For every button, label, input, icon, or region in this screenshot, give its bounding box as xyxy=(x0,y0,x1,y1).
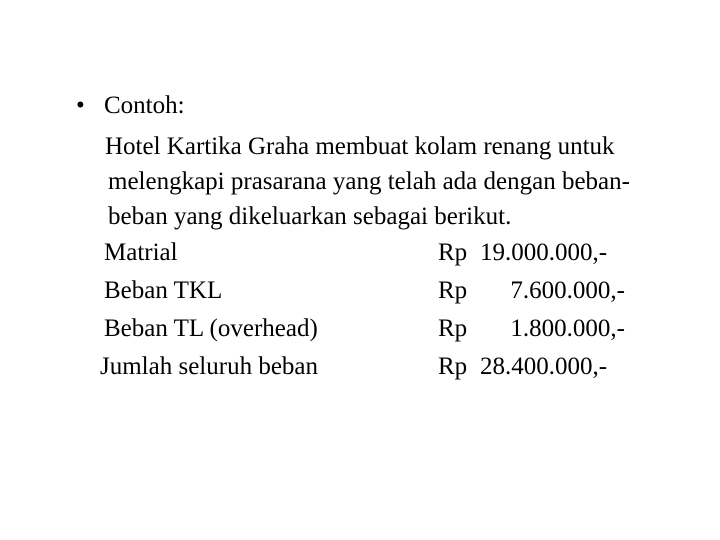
cost-label: Beban TKL xyxy=(104,277,223,304)
paragraph-line-3: beban yang dikeluarkan sebagai berikut. xyxy=(108,203,512,230)
total-amount: 28.400.000,- xyxy=(480,353,608,380)
cost-amount: 1.800.000,- xyxy=(510,315,625,342)
cost-label: Beban TL (overhead) xyxy=(104,315,318,342)
cost-currency: Rp xyxy=(438,315,468,342)
paragraph-line-2: melengkapi prasarana yang telah ada dengan beban- xyxy=(108,168,630,195)
cost-amount: 7.600.000,- xyxy=(510,277,625,304)
cost-currency: Rp xyxy=(438,277,468,304)
bullet-icon: • xyxy=(76,92,85,119)
heading-text: Contoh: xyxy=(104,92,185,119)
cost-amount: 19.000.000,- xyxy=(480,239,608,266)
example-paragraph xyxy=(105,129,695,234)
paragraph-line-1: Hotel Kartika Graha membuat kolam renang untuk xyxy=(105,133,615,160)
total-currency: Rp xyxy=(438,353,468,380)
total-label: Jumlah seluruh beban xyxy=(100,353,319,380)
cost-currency: Rp xyxy=(438,239,468,266)
bullet-heading xyxy=(76,89,185,123)
cost-label: Matrial xyxy=(104,239,178,266)
